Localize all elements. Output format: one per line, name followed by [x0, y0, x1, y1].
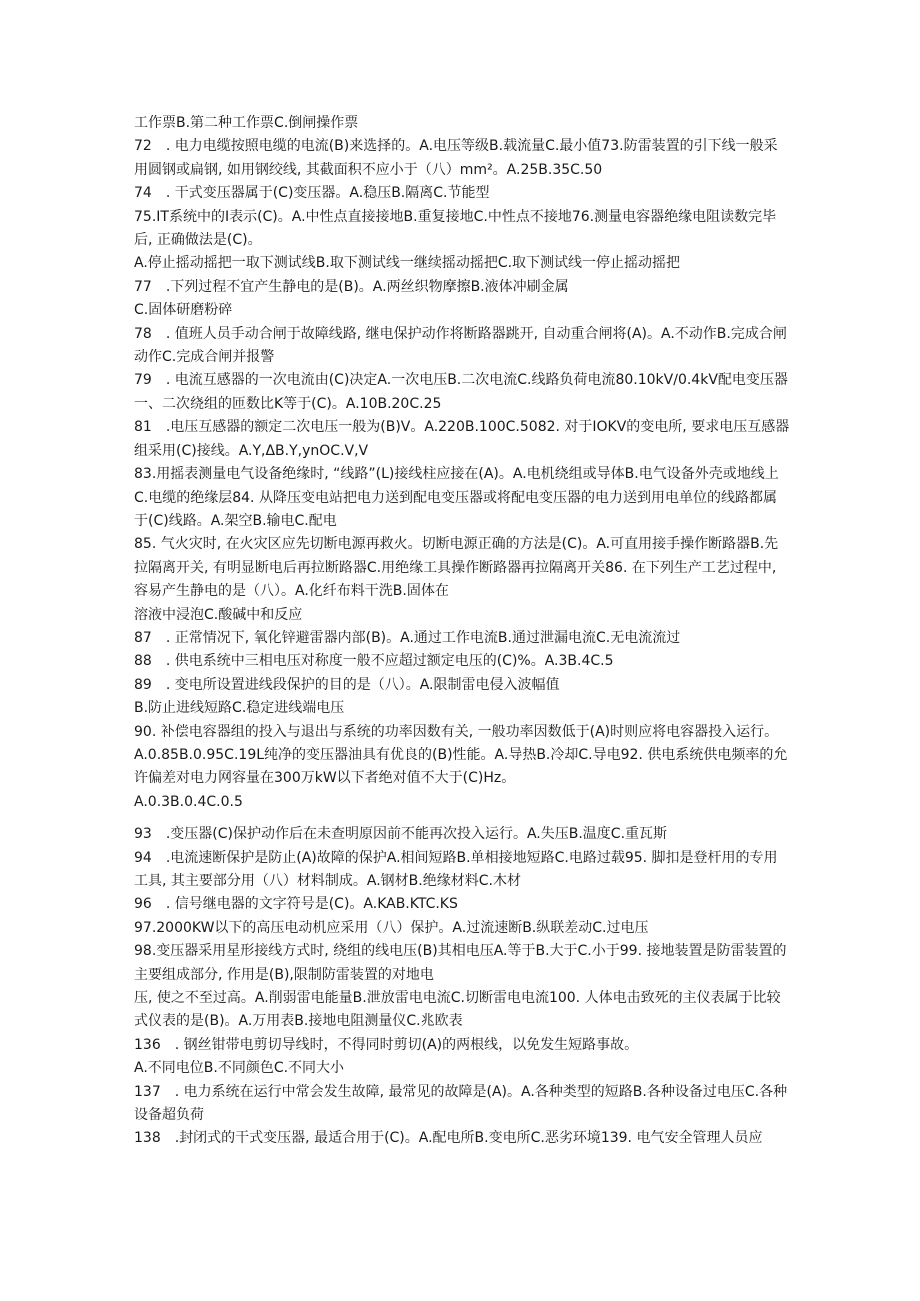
- paragraph-21: 94 .电流速断保护是防止(A)故障的保护A.相间短路B.单相接地短路C.电路过载95. 脚扣是登杆用的专用工具, 其主要部分用（八）材料制成。A.钢材B.绝缘材料C.木材: [134, 849, 778, 889]
- paragraph-29: 138 .封闭式的干式变压器, 最适合用于(C)。A.配电所B.变电所C.恶劣环境139. 电气安全管理人员应: [134, 1130, 763, 1147]
- paragraph-14: 87 . 正常情况下, 氧化锌避雷器内部(B)。A.通过工作电流B.通过泄漏电流C.无电流流过: [134, 629, 681, 646]
- paragraph-5: A.停止摇动摇把一取下测试线B.取下测试线一继续摇动摇把C.取下测试线一停止摇动摇把: [134, 255, 681, 272]
- paragraph-12: 85. 气火灾时, 在火灾区应先切断电源再救火。切断电源正确的方法是(C)。A.可直用接手操作断路器B.先拉隔离开关, 有明显断电后再拉断路器C.用绝缘工具操作断路器再拉隔离开关86. 在下列生产工艺过程中, 容易产生静电的是（八）。A.化纤布料干洗B.固体在: [134, 536, 779, 600]
- paragraph-17: B.防止进线短路C.稳定进线端电压: [134, 700, 345, 717]
- paragraph-23: 97.2000KW以下的高压电动机应采用（八）保护。A.过流速断B.纵联差动C.过电压: [134, 919, 649, 936]
- paragraph-15: 88 . 供电系统中三相电压对称度一般不应超过额定电压的(C)%。A.3B.4C.5: [134, 653, 614, 670]
- paragraph-25: 压, 使之不至过高。A.削弱雷电能量B.泄放雷电电流C.切断雷电电流100. 人体电击致死的主仪表属于比较式仪表的是(B)。A.万用表B.接地电阻测量仪C.兆欧表: [134, 990, 781, 1030]
- paragraph-7: C.固体研磨粉碎: [134, 302, 233, 319]
- paragraph-19: A.0.3B.0.4C.0.5: [134, 793, 243, 810]
- paragraph-8: 78 . 值班人员手动合闸于故障线路, 继电保护动作将断路器跳开, 自动重合闸将(A)。A.不动作B.完成合闸动作C.完成合闸并报警: [134, 325, 787, 366]
- document-body: [134, 112, 790, 1151]
- paragraph-9: 79 . 电流互感器的一次电流由(C)决定A.一次电压B.二次电流C.线路负荷电流80.10kV∕0.4kV配电变压器一、二次绕组的匝数比K等于(C)。A.10B.20C.25: [134, 372, 788, 412]
- paragraph-22: 96 . 信号继电器的文字符号是(C)。A.KAB.KTC.KS: [134, 896, 458, 913]
- paragraph-11: 83.用摇表测量电气设备绝缘时, “线路”(L)接线柱应接在(A)。A.电机绕组或导体B.电气设备外壳或地线上C.电缆的绝缘层84. 从降压变电站把电力送到配电变压器或将配电变压器的电力送到用电单位的线路都属于(C)线路。A.架空B.输电C.配电: [134, 466, 779, 529]
- paragraph-20: 93 .变压器(C)保护动作后在未查明原因前不能再次投入运行。A.失压B.温度C.重瓦斯: [134, 826, 668, 843]
- paragraph-28: 137 . 电力系统在运行中常会发生故障, 最常见的故障是(A)。A.各种类型的短路B.各种设备过电压C.各种设备超负荷: [134, 1083, 788, 1124]
- paragraph-18: 90. 补偿电容器组的投入与退出与系统的功率因数有关, 一般功率因数低于(A)时则应将电容器投入运行。A.0.85B.0.95C.19L纯净的变压器油具有优良的(B)性能。A.导热B.冷却C.导电92. 供电系统供电频率的允许偏差对电力网容量在300万kW以下者绝对值不大于(C)Hz。: [134, 723, 788, 787]
- paragraph-26: 136 . 钢丝钳带电剪切导线时，不得同时剪切(A)的两根线，以免发生短路事故。: [134, 1036, 639, 1053]
- paragraph-24: 98.变压器采用星形接线方式时, 绕组的线电压(B)其相电压A.等于B.大于C.小于99. 接地装置是防雷装置的主要组成部分, 作用是(B),限制防雷装置的对地电: [134, 943, 787, 983]
- paragraph-16: 89 . 变电所设置进线段保护的目的是（八）。A.限制雷电侵入波幅值: [134, 676, 560, 693]
- paragraph-2: 72 . 电力电缆按照电缆的电流(B)来选择的。A.电压等级B.载流量C.最小值73.防雷装置的引下线一般采用圆钢或扁钢, 如用钢绞线, 其截面积不应小于（八）mm²。A.25B.35C.50: [134, 138, 778, 178]
- paragraph-3: 74 . 干式变压器属于(C)变压器。A.稳压B.隔离C.节能型: [134, 185, 490, 202]
- paragraph-10: 81 .电压互感器的额定二次电压一般为(B)V。A.220B.100C.5082. 对于IOKV的变电所, 要求电压互感器组采用(C)接线。A.Y,ΔB.Y,ynOC.V,V: [134, 419, 790, 459]
- paragraph-13: 溶液中浸泡C.酸碱中和反应: [134, 606, 303, 623]
- paragraph-1: 工作票B.第二种工作票C.倒闸操作票: [134, 115, 359, 131]
- paragraph-27: A.不同电位B.不同颜色C.不同大小: [134, 1060, 345, 1077]
- paragraph-4: 75.IT系统中的I表示(C)。A.中性点直接接地B.重复接地C.中性点不接地76.测量电容器绝缘电阻读数完毕后, 正确做法是(C)。: [134, 208, 777, 249]
- paragraph-6: 77 .下列过程不宜产生静电的是(B)。A.两丝织物摩擦B.液体冲刷金属: [134, 278, 569, 295]
- paragraph-gap: [134, 814, 790, 823]
